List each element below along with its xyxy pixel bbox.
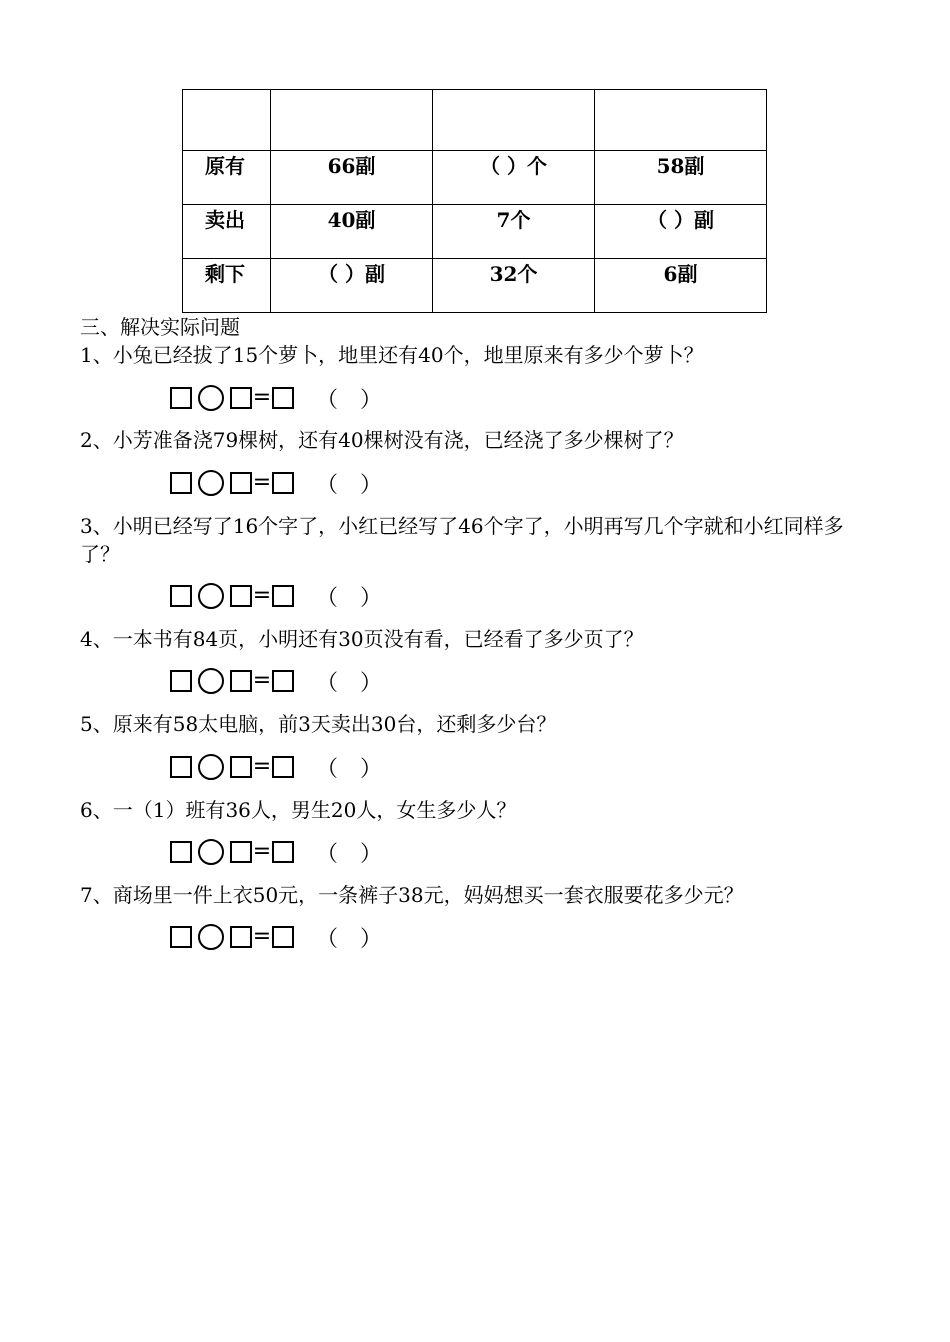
operator-circle[interactable] [198, 385, 224, 411]
table-cell: （ ）副 [595, 205, 767, 259]
operator-circle[interactable] [198, 470, 224, 496]
operator-circle[interactable] [198, 668, 224, 694]
unit-parentheses[interactable]: （ ） [316, 670, 383, 696]
blank-box[interactable] [230, 756, 252, 778]
blank-box[interactable] [230, 670, 252, 692]
equals-sign: = [252, 754, 272, 779]
blank-box[interactable] [230, 472, 252, 494]
blank-box[interactable] [272, 756, 294, 778]
table-cell [595, 90, 767, 151]
blank-box[interactable] [170, 670, 192, 692]
table-row [183, 205, 767, 259]
equals-sign: = [252, 924, 272, 949]
table-row [183, 151, 767, 205]
blank-box[interactable] [272, 841, 294, 863]
operator-circle[interactable] [198, 839, 224, 865]
operator-circle[interactable] [198, 924, 224, 950]
unit-parentheses[interactable]: （ ） [316, 585, 383, 611]
question-text: 7、商场里一件上衣50元，一条裤子38元，妈妈想买一套衣服要花多少元？ [80, 883, 744, 907]
unit-parentheses[interactable]: （ ） [316, 472, 383, 498]
table-cell [183, 90, 271, 151]
equals-sign: = [252, 583, 272, 608]
table-cell: 66副 [271, 151, 433, 205]
answer-formula [170, 922, 382, 952]
operator-circle[interactable] [198, 754, 224, 780]
row-label-cell: 卖出 [183, 205, 271, 259]
blank-box[interactable] [170, 585, 192, 607]
operator-circle[interactable] [198, 583, 224, 609]
blank-box[interactable] [170, 841, 192, 863]
answer-formula [170, 752, 382, 782]
question-text: 4、一本书有84页，小明还有30页没有看，已经看了多少页了？ [80, 627, 644, 651]
unit-parentheses[interactable]: （ ） [316, 387, 383, 413]
table-cell: 6副 [595, 259, 767, 313]
table-cell: 32个 [433, 259, 595, 313]
table-cell: （ ）副 [271, 259, 433, 313]
blank-box[interactable] [170, 387, 192, 409]
blank-box[interactable] [230, 926, 252, 948]
equals-sign: = [252, 470, 272, 495]
blank-box[interactable] [272, 472, 294, 494]
section-title: 三、解决实际问题 [80, 315, 240, 339]
table-cell [271, 90, 433, 151]
question-text: 6、一（1）班有36人，男生20人，女生多少人？ [80, 798, 517, 822]
stock-table [182, 89, 767, 313]
equals-sign: = [252, 385, 272, 410]
blank-box[interactable] [230, 585, 252, 607]
blank-box[interactable] [272, 585, 294, 607]
row-label-cell: 原有 [183, 151, 271, 205]
blank-box[interactable] [230, 841, 252, 863]
answer-formula [170, 468, 382, 498]
answer-formula [170, 837, 382, 867]
blank-box[interactable] [170, 926, 192, 948]
table-cell: 58副 [595, 151, 767, 205]
blank-box[interactable] [272, 926, 294, 948]
blank-box[interactable] [170, 756, 192, 778]
blank-box[interactable] [170, 472, 192, 494]
answer-formula [170, 581, 382, 611]
unit-parentheses[interactable]: （ ） [316, 926, 383, 952]
blank-box[interactable] [272, 387, 294, 409]
question-text: 3、小明已经写了16个字了，小红已经写了46个字了，小明再写几个字就和小红同样多了？ [80, 514, 844, 566]
question-text: 1、小兔已经拔了15个萝卜，地里还有40个，地里原来有多少个萝卜？ [80, 343, 704, 367]
unit-parentheses[interactable]: （ ） [316, 756, 383, 782]
blank-box[interactable] [230, 387, 252, 409]
table-cell: 40副 [271, 205, 433, 259]
question-text: 2、小芳准备浇79棵树，还有40棵树没有浇，已经浇了多少棵树了？ [80, 428, 684, 452]
equals-sign: = [252, 839, 272, 864]
table-row [183, 259, 767, 313]
table-cell: 7个 [433, 205, 595, 259]
answer-formula [170, 666, 382, 696]
table-cell: （ ）个 [433, 151, 595, 205]
answer-formula [170, 383, 382, 413]
table-header-row [183, 90, 767, 151]
question-text: 5、原来有58太电脑，前3天卖出30台，还剩多少台？ [80, 712, 557, 736]
equals-sign: = [252, 668, 272, 693]
blank-box[interactable] [272, 670, 294, 692]
table-cell [433, 90, 595, 151]
unit-parentheses[interactable]: （ ） [316, 841, 383, 867]
row-label-cell: 剩下 [183, 259, 271, 313]
